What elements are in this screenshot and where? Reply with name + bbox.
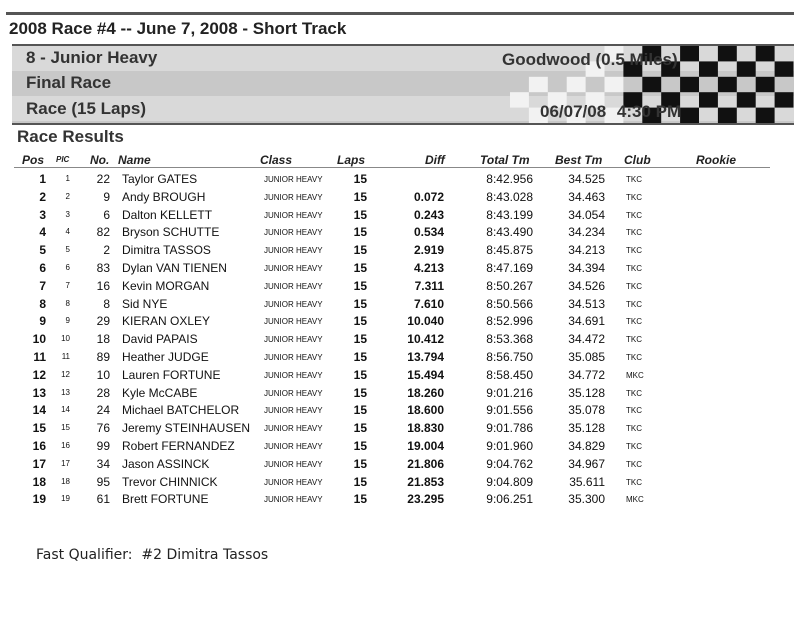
col-header-pic: PIC [56,155,70,164]
cell-laps: 15 [353,456,367,471]
cell-pic: 6 [65,263,70,272]
cell-number: 2 [103,243,110,258]
cell-name: Taylor GATES [122,172,198,186]
cell-best-time: 34.463 [568,189,605,204]
cell-best-time: 34.472 [568,332,605,347]
cell-name: Dylan VAN TIENEN [122,261,227,275]
cell-pic: 18 [61,476,70,486]
cell-class: JUNIOR HEAVY [264,495,323,505]
col-header-no: No. [90,153,110,167]
table-row [0,473,800,491]
cell-diff: 0.534 [413,225,444,240]
cell-total-time: 8:56.750 [486,350,533,364]
cell-pic: 10 [61,334,70,344]
cell-diff: 13.794 [407,350,444,364]
cell-total-time: 9:04.762 [486,456,533,471]
cell-pos: 4 [39,225,46,240]
cell-number: 22 [96,172,110,186]
cell-pic: 9 [65,316,70,326]
cell-name: Brett FORTUNE [122,492,209,507]
cell-club: TKC [626,335,642,345]
cell-best-time: 34.772 [568,367,605,382]
cell-total-time: 8:42.956 [486,172,533,186]
fast-qualifier [36,547,268,563]
cell-laps: 15 [353,278,367,293]
cell-diff: 19.004 [407,439,444,453]
cell-laps: 15 [353,332,367,347]
cell-number: 29 [96,314,110,329]
cell-name: KIERAN OXLEY [122,314,211,329]
track-name: Goodwood (0.5 Miles) [502,50,678,69]
cell-laps: 15 [353,296,367,311]
table-row [0,455,800,473]
cell-best-time: 35.085 [568,350,605,364]
cell-diff: 21.853 [407,474,444,489]
table-row [0,277,800,295]
cell-name: Kevin MORGAN [122,278,210,293]
table-row [0,366,800,384]
cell-best-time: 35.300 [568,492,605,507]
cell-pos: 13 [32,385,46,400]
cell-diff: 10.040 [407,314,444,329]
cell-laps: 15 [353,172,367,186]
cell-class: JUNIOR HEAVY [264,281,323,291]
cell-number: 95 [96,474,110,489]
cell-best-time: 34.829 [568,439,605,453]
col-header-best: Best Tm [555,153,603,167]
cell-club: TKC [626,210,642,220]
cell-total-time: 9:01.786 [486,421,533,436]
cell-diff: 7.311 [414,278,444,293]
cell-total-time: 9:01.960 [486,439,533,453]
cell-club: TKC [626,442,642,451]
cell-diff: 18.600 [407,403,444,418]
cell-pos: 12 [32,367,46,382]
cell-laps: 15 [353,225,367,240]
cell-club: TKC [626,264,642,273]
cell-name: Dimitra TASSOS [122,243,211,258]
cell-best-time: 35.128 [568,421,605,436]
race-length: Race (15 Laps) [26,99,146,118]
cell-pic: 1 [65,174,70,183]
header-divider [14,167,770,168]
cell-club: TKC [626,192,642,202]
cell-club: TKC [626,175,642,184]
cell-class: JUNIOR HEAVY [264,424,323,434]
cell-total-time: 9:04.809 [486,474,533,489]
cell-laps: 15 [353,367,367,382]
cell-diff: 4.213 [413,261,444,275]
cell-laps: 15 [353,243,367,258]
cell-name: Jeremy STEINHAUSEN [122,421,251,436]
cell-number: 10 [96,367,110,382]
cell-class: JUNIOR HEAVY [264,246,323,256]
cell-diff: 15.494 [407,367,444,382]
fast-qualifier-value: #2 Dimitra Tassos [141,547,269,563]
cell-pic: 13 [61,387,70,397]
cell-laps: 15 [353,207,367,222]
cell-name: Sid NYE [122,296,168,311]
cell-class: JUNIOR HEAVY [264,370,323,380]
cell-total-time: 8:43.199 [486,207,533,222]
cell-pic: 2 [65,191,70,201]
cell-pos: 6 [39,261,46,275]
cell-name: Trevor CHINNICK [122,474,218,489]
cell-laps: 15 [353,439,367,453]
top-rule [6,12,794,15]
cell-class: JUNIOR HEAVY [264,388,323,398]
cell-pos: 10 [32,332,46,347]
cell-number: 82 [96,225,110,240]
cell-class: JUNIOR HEAVY [264,442,323,451]
cell-best-time: 34.234 [568,225,605,240]
cell-pic: 5 [65,245,70,255]
cell-pos: 14 [32,403,46,418]
cell-pos: 18 [32,474,46,489]
cell-pic: 19 [61,494,70,504]
table-row [0,384,800,402]
cell-class: JUNIOR HEAVY [264,210,323,220]
table-row [0,259,800,277]
cell-pos: 3 [39,207,46,222]
cell-pos: 11 [33,350,46,364]
cell-club: TKC [626,317,642,327]
cell-pos: 2 [39,189,46,204]
cell-total-time: 8:58.450 [486,367,533,382]
table-row [0,312,800,330]
cell-name: David PAPAIS [122,332,198,347]
cell-pos: 8 [39,296,46,311]
race-datetime [540,102,681,122]
cell-best-time: 34.513 [568,296,605,311]
cell-pic: 11 [61,352,70,361]
cell-pos: 17 [32,456,46,471]
cell-club: TKC [626,388,642,398]
cell-number: 76 [96,421,110,436]
cell-total-time: 8:50.267 [486,278,533,293]
cell-best-time: 34.213 [568,243,605,258]
cell-pos: 7 [39,278,46,293]
cell-laps: 15 [353,403,367,418]
cell-class: JUNIOR HEAVY [264,335,323,345]
cell-club: TKC [626,299,642,309]
cell-pos: 15 [32,421,46,436]
cell-diff: 10.412 [407,332,444,347]
cell-club: MKC [626,495,644,505]
table-row [0,490,800,508]
cell-club: TKC [626,477,642,487]
cell-laps: 15 [353,492,367,507]
cell-total-time: 8:45.875 [486,243,533,258]
cell-number: 99 [96,439,110,453]
cell-total-time: 8:53.368 [486,332,533,347]
cell-total-time: 8:52.996 [486,314,533,329]
cell-best-time: 35.078 [568,403,605,418]
cell-pos: 9 [39,314,46,329]
cell-pic: 7 [65,280,70,290]
cell-diff: 23.295 [407,492,444,507]
results-heading: Race Results [17,127,124,146]
cell-laps: 15 [353,385,367,400]
cell-diff: 18.830 [407,421,444,436]
cell-class: JUNIOR HEAVY [264,459,323,469]
table-row [0,295,800,313]
cell-club: TKC [626,424,642,434]
cell-pos: 1 [39,172,46,186]
cell-number: 89 [96,350,110,364]
table-row [0,223,800,241]
cell-name: Kyle McCABE [122,385,198,400]
col-header-diff: Diff [425,153,445,167]
cell-pic: 12 [61,369,70,379]
cell-number: 34 [96,456,110,471]
cell-number: 16 [96,278,110,293]
cell-diff: 7.610 [413,296,444,311]
cell-name: Jason ASSINCK [122,456,210,471]
cell-club: TKC [626,406,642,416]
cell-total-time: 8:50.566 [486,296,533,311]
cell-pic: 15 [61,423,70,433]
cell-class: JUNIOR HEAVY [264,477,323,487]
cell-diff: 0.243 [413,207,444,222]
cell-best-time: 34.691 [568,314,605,329]
table-row [0,206,800,224]
cell-number: 61 [96,492,110,507]
cell-class: JUNIOR HEAVY [264,299,323,309]
cell-number: 28 [96,385,110,400]
cell-diff: 18.260 [407,385,444,400]
col-header-rookie: Rookie [696,153,737,167]
cell-class: JUNIOR HEAVY [264,175,323,184]
cell-best-time: 35.611 [569,474,605,489]
session-name: Final Race [26,73,112,92]
class-line: 8 - Junior Heavy [26,48,158,67]
cell-pos: 5 [39,243,46,258]
race-title: 2008 Race #4 -- June 7, 2008 - Short Track [9,19,347,38]
cell-pic: 3 [65,209,70,219]
cell-pos: 16 [32,439,46,453]
cell-diff: 0.072 [413,189,444,204]
cell-total-time: 8:43.028 [486,189,533,204]
cell-name: Robert FERNANDEZ [122,439,235,453]
cell-laps: 15 [353,261,367,275]
cell-total-time: 9:01.216 [486,385,533,400]
race-banner [12,44,794,125]
cell-class: JUNIOR HEAVY [264,228,323,238]
cell-best-time: 34.526 [568,278,605,293]
cell-best-time: 34.394 [568,261,605,275]
cell-number: 83 [96,261,110,275]
cell-club: TKC [626,459,642,469]
cell-class: JUNIOR HEAVY [264,406,323,416]
table-row [0,330,800,348]
cell-class: JUNIOR HEAVY [264,353,323,362]
cell-pic: 17 [61,458,70,468]
cell-laps: 15 [353,421,367,436]
cell-pic: 8 [65,298,70,308]
col-header-laps: Laps [337,153,366,167]
race-time: 4:30 PM [616,102,682,121]
cell-pos: 19 [32,492,46,507]
fast-qualifier-label: Fast Qualifier: [36,547,133,563]
cell-name: Dalton KELLETT [122,207,213,222]
table-row [0,170,800,188]
cell-name: Lauren FORTUNE [122,367,221,382]
cell-number: 18 [96,332,110,347]
cell-laps: 15 [353,350,367,364]
cell-diff: 21.806 [407,456,444,471]
cell-best-time: 34.525 [568,172,605,186]
cell-best-time: 35.128 [568,385,605,400]
table-row [0,401,800,419]
col-header-total: Total Tm [480,153,530,167]
cell-pic: 4 [65,227,70,237]
cell-name: Bryson SCHUTTE [122,225,220,240]
cell-total-time: 8:47.169 [486,261,533,275]
cell-name: Heather JUDGE [122,350,209,364]
table-row [0,419,800,437]
table-row [0,241,800,259]
cell-club: MKC [626,370,644,380]
col-header-name: Name [118,153,151,167]
table-row [0,188,800,206]
cell-number: 24 [96,403,110,418]
cell-number: 6 [103,207,110,222]
cell-laps: 15 [353,474,367,489]
cell-total-time: 8:43.490 [486,225,533,240]
cell-club: TKC [626,281,642,291]
cell-best-time: 34.054 [568,207,605,222]
cell-pic: 16 [61,441,70,450]
cell-class: JUNIOR HEAVY [264,264,323,273]
cell-name: Michael BATCHELOR [122,403,240,418]
cell-laps: 15 [353,314,367,329]
cell-club: TKC [626,228,642,238]
table-row [0,348,800,366]
cell-pic: 14 [61,405,70,415]
cell-class: JUNIOR HEAVY [264,192,323,202]
cell-best-time: 34.967 [568,456,605,471]
col-header-club: Club [624,153,651,167]
cell-number: 8 [103,296,110,311]
col-header-class: Class [260,153,293,167]
cell-name: Andy BROUGH [122,189,206,204]
table-row [0,437,800,455]
cell-club: TKC [626,246,642,256]
cell-laps: 15 [353,189,367,204]
cell-club: TKC [626,353,642,362]
cell-number: 9 [103,189,110,204]
cell-total-time: 9:01.556 [486,403,533,418]
cell-diff: 2.919 [413,243,444,258]
race-date: 06/07/08 [540,102,607,121]
cell-class: JUNIOR HEAVY [264,317,323,327]
cell-total-time: 9:06.251 [486,492,533,507]
col-header-pos: Pos [22,153,45,167]
